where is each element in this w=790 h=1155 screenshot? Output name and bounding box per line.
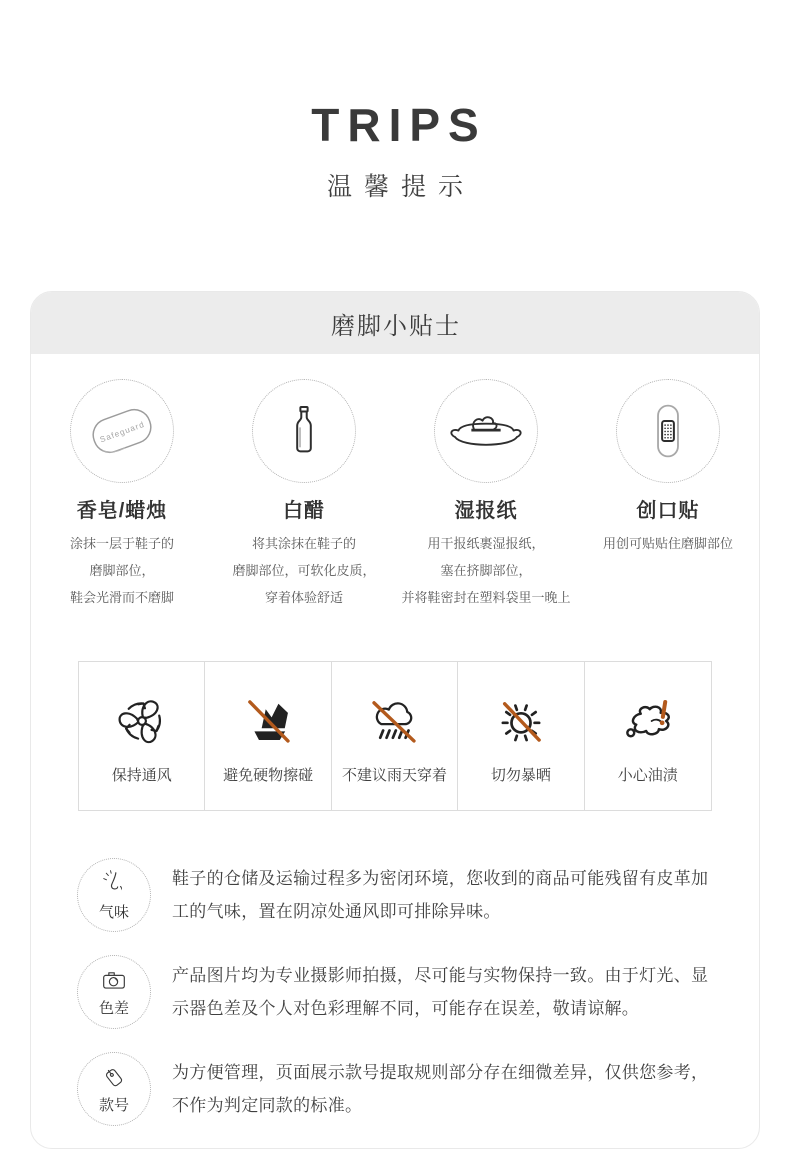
note-style-number — [77, 1052, 713, 1126]
note-color-difference — [77, 955, 713, 1029]
remedies-row — [31, 354, 759, 611]
remedy-wet-newspaper — [395, 379, 577, 611]
warning-rain — [332, 662, 458, 810]
note-badge-label: 气味 — [98, 904, 129, 921]
remedy-title: 湿报纸 — [454, 500, 518, 522]
warnings-row — [78, 661, 712, 811]
tag-icon — [99, 1063, 129, 1093]
remedy-soap — [31, 379, 213, 611]
fan-icon — [113, 688, 171, 754]
note-badge-label: 款号 — [98, 1097, 129, 1114]
remedy-band-aid — [577, 379, 759, 611]
page-subtitle: 温馨提示 — [326, 173, 475, 201]
warning-label: 小心油渍 — [617, 766, 678, 784]
remedy-title: 创口贴 — [636, 500, 700, 522]
note-badge-circle — [77, 1052, 151, 1126]
tips-card — [30, 291, 760, 1149]
remedy-title: 白醋 — [283, 500, 325, 522]
page-title: TRIPS — [311, 99, 487, 151]
remedy-description: 将其涂抹在鞋子的 磨脚部位，可软化皮质， 穿着体验舒适 — [232, 536, 376, 605]
band-aid-icon — [616, 379, 720, 483]
soap-icon — [70, 379, 174, 483]
svg-text:Safeguard: Safeguard — [98, 419, 147, 445]
warning-hard-objects — [205, 662, 331, 810]
notes-section — [77, 858, 713, 1126]
vinegar-bottle-icon — [252, 379, 356, 483]
warning-label: 保持通风 — [111, 766, 172, 784]
note-text: 鞋子的仓储及运输过程多为密闭环境，您收到的商品可能残留有皮革加工的气味，置在阴凉处通风即可排除异味。 — [172, 869, 709, 921]
warning-label: 不建议雨天穿着 — [341, 766, 447, 784]
no-sun-icon — [492, 688, 550, 754]
warning-ventilation — [79, 662, 205, 810]
remedy-description: 用创可贴贴住磨脚部位 — [602, 536, 733, 551]
remedy-title: 香皂/蜡烛 — [76, 500, 168, 522]
no-rain-icon — [365, 688, 423, 754]
warning-label: 避免硬物擦碰 — [223, 766, 314, 784]
card-header: 磨脚小贴士 — [31, 292, 759, 354]
note-badge-circle — [77, 858, 151, 932]
remedy-vinegar — [213, 379, 395, 611]
remedy-description: 用干报纸裹湿报纸， 塞在挤脚部位， 并将鞋密封在塑料袋里一晚上 — [401, 536, 571, 605]
warning-sunlight — [458, 662, 584, 810]
warning-label: 切勿暴晒 — [490, 766, 551, 784]
note-text: 产品图片均为专业摄影师拍摄，尽可能与实物保持一致。由于灯光、显示器色差及个人对色彩理解不同，可能存在误差，敬请谅解。 — [172, 966, 709, 1018]
oil-stain-icon — [619, 688, 677, 754]
note-odor — [77, 858, 713, 932]
no-hard-object-icon — [239, 688, 297, 754]
nose-icon — [99, 868, 129, 900]
wet-newspaper-icon — [434, 379, 538, 483]
note-badge-label: 色差 — [98, 1000, 129, 1017]
remedy-description: 涂抹一层于鞋子的 磨脚部位， 鞋会光滑而不磨脚 — [69, 536, 174, 605]
warning-oil-stain — [585, 662, 711, 810]
camera-icon — [98, 966, 130, 996]
note-badge-circle — [77, 955, 151, 1029]
note-text: 为方便管理，页面展示款号提取规则部分存在细微差异，仅供您参考，不作为判定同款的标准。 — [172, 1063, 709, 1115]
